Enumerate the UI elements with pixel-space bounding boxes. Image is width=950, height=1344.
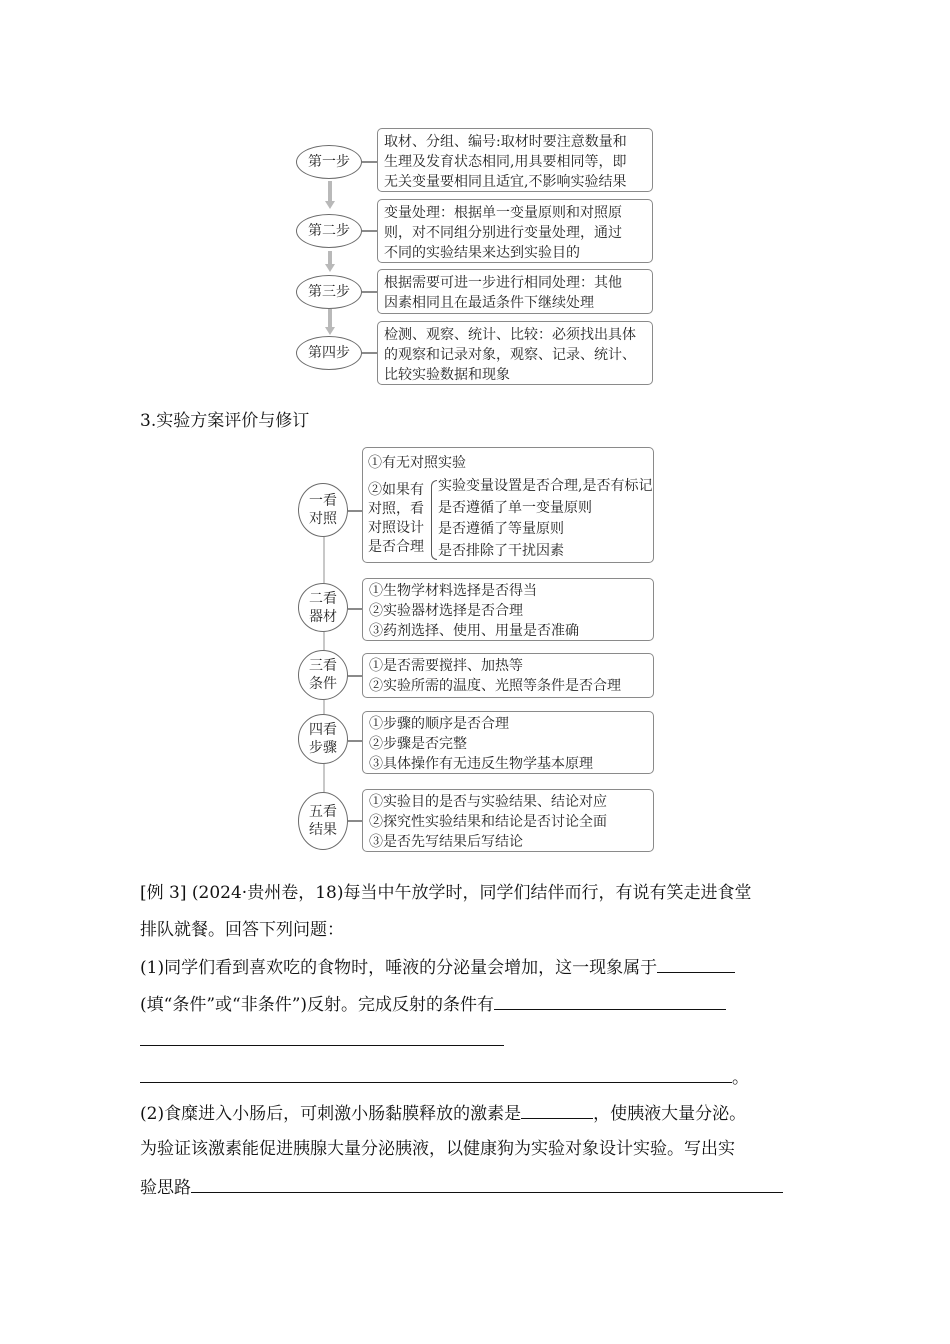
answer-blank-1c[interactable]: [140, 1027, 504, 1046]
example-line-1: [例 3] (2024·贵州卷，18)每当中午放学时，同学们结伴而行，有说有笑走进食堂: [140, 883, 752, 903]
check-item-1-1: ①有无对照实验: [368, 455, 466, 471]
answer-blank-2a[interactable]: [521, 1100, 593, 1119]
check-oval-5: 五看 结果: [298, 792, 348, 850]
check-connector-2: [348, 608, 363, 610]
check-item-1-2: ②如果有 对照，看 对照设计 是否合理: [368, 482, 424, 555]
arrow-head-3: [325, 327, 335, 335]
check-box-4: ①步骤的顺序是否合理 ②步骤是否完整 ③具体操作有无违反生物学基本原理: [362, 711, 654, 774]
question-2-line-1: (2)食糜进入小肠后，可刺激小肠黏膜释放的激素是 ，使胰液大量分泌。: [140, 1100, 746, 1126]
question-1-line-2: (填“条件”或“非条件”)反射。完成反射的条件有: [140, 991, 726, 1017]
step-connector-2: [362, 230, 378, 232]
arrow-1: [328, 181, 332, 202]
check-oval-1: 一看 对照: [298, 483, 348, 537]
vertical-link-4: [323, 764, 325, 792]
check-box-3: ①是否需要搅拌、加热等 ②实验所需的温度、光照等条件是否合理: [362, 653, 654, 698]
question-1-line-1: (1)同学们看到喜欢吃的食物时，唾液的分泌量会增加，这一现象属于: [140, 954, 735, 980]
brace: [431, 480, 437, 560]
step-oval-1: 第一步: [296, 145, 362, 179]
step-box-2: 变量处理：根据单一变量原则和对照原 则，对不同组分别进行变量处理，通过 不同的实验结果来达到实验目的: [377, 199, 653, 263]
check-oval-2: 二看 器材: [298, 583, 348, 632]
question-1-line-4: 。: [140, 1064, 749, 1090]
check-box-5: ①实验目的是否与实验结果、结论对应 ②探究性实验结果和结论是否讨论全面 ③是否先写结果后写结论: [362, 789, 654, 852]
check-oval-3: 三看 条件: [298, 650, 348, 700]
step-connector-3: [362, 291, 378, 293]
step-box-1: 取材、分组、编号:取材时要注意数量和 生理及发育状态相同,用具要相同等，即 无关变量要相同且适宜,不影响实验结果: [377, 128, 653, 192]
answer-blank-1d[interactable]: [140, 1064, 732, 1083]
step-oval-2: 第二步: [296, 214, 362, 248]
check-subitems-1: 实验变量设置是否合理,是否有标记 是否遵循了单一变量原则 是否遵循了等量原则 是否排除了干扰因素: [438, 478, 653, 559]
check-box-2: ①生物学材料选择是否得当 ②实验器材选择是否合理 ③药剂选择、使用、用量是否准确: [362, 578, 654, 641]
question-2-line-2: 为验证该激素能促进胰腺大量分泌胰液，以健康狗为实验对象设计实验。写出实: [140, 1139, 735, 1159]
vertical-link-3: [323, 700, 325, 714]
arrow-head-1: [325, 201, 335, 209]
check-oval-4: 四看 步骤: [298, 714, 348, 764]
check-box-1: [362, 447, 654, 563]
step-box-4: 检测、观察、统计、比较：必须找出具体 的观察和记录对象，观察、记录、统计、 比较实验数据和现象: [377, 321, 653, 385]
vertical-link-1: [323, 537, 325, 583]
step-box-3: 根据需要可进一步进行相同处理：其他 因素相同且在最适条件下继续处理: [377, 269, 653, 314]
check-connector-4: [348, 740, 363, 742]
section-title: 3.实验方案评价与修订: [140, 411, 310, 431]
check-connector-5: [348, 820, 363, 822]
step-oval-3: 第三步: [296, 275, 362, 309]
check-connector-3: [348, 675, 363, 677]
question-1-line-3: [140, 1027, 504, 1053]
check-connector-1: [348, 510, 363, 512]
arrow-3: [328, 309, 332, 328]
question-2-line-3: 验思路: [140, 1174, 783, 1200]
arrow-head-2: [325, 264, 335, 272]
step-oval-4: 第四步: [296, 336, 362, 370]
arrow-2: [328, 251, 332, 265]
answer-blank-1b[interactable]: [494, 991, 726, 1010]
vertical-link-2: [323, 632, 325, 650]
answer-blank-1a[interactable]: [657, 954, 735, 973]
answer-blank-2b[interactable]: [191, 1174, 783, 1193]
example-line-2: 排队就餐。回答下列问题：: [140, 920, 344, 940]
step-connector-1: [362, 161, 378, 163]
step-connector-4: [362, 352, 378, 354]
